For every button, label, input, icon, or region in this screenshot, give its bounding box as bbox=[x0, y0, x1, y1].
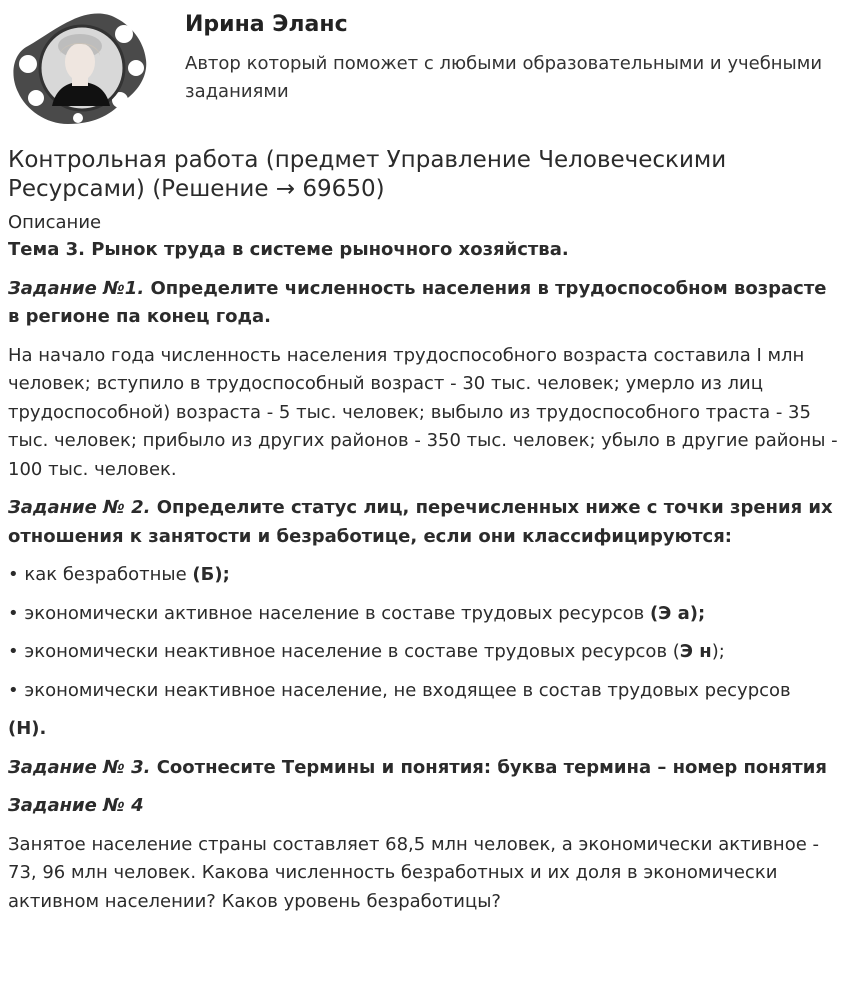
item-text: • экономически неактивное население в составе трудовых ресурсов ( bbox=[8, 641, 680, 662]
task4-body: Занятое население страны составляет 68,5 млн человек, а экономически активное - 73, 96 млн человек. Какова численность безработных и их доля в экономически активном населении? Каков уровень безработицы? bbox=[8, 833, 819, 912]
task2-item-3 bbox=[8, 677, 840, 706]
task1-body: На начало года численность населения трудоспособного возраста составила I млн человек; вступило в трудоспособный возраст - 30 тыс. человек; умерло из лиц трудоспособной) возраста - 5 тыс. человек; выбыло из трудоспособного траста - 35 тыс. человек; прибыло из других районов - 350 тыс. человек; убыло в другие районы - 100 тыс. человек. bbox=[8, 344, 838, 480]
task2-heading-text: Определите статус лиц, перечисленных ниже с точки зрения их отношения к занятости и безработице, если они классифицируются: bbox=[8, 497, 833, 547]
task1-heading bbox=[8, 275, 840, 332]
task2-last-code: (Н). bbox=[8, 718, 47, 739]
task3-heading-text: Соотнесите Термины и понятия: буква термина – номер понятия bbox=[150, 756, 827, 778]
task2-item-0 bbox=[8, 561, 840, 590]
item-code: (Б); bbox=[192, 564, 230, 585]
item-tail: ); bbox=[711, 641, 725, 662]
task4-label: Задание № 4 bbox=[8, 795, 144, 816]
author-description: Автор который поможет с любыми образовательными и учебными заданиями bbox=[185, 53, 823, 102]
task2-label: Задание № 2. bbox=[8, 497, 151, 518]
task4-heading bbox=[8, 792, 840, 821]
task3-label: Задание № 3. bbox=[8, 756, 151, 778]
page-title: Контрольная работа (предмет Управление Человеческими Ресурсами) (Решение → 69650) bbox=[8, 147, 727, 202]
document-content bbox=[8, 146, 840, 916]
item-text: • как безработные bbox=[8, 564, 193, 585]
task3-heading bbox=[8, 754, 840, 783]
task2-item-2 bbox=[8, 638, 840, 667]
task1-label: Задание №1. bbox=[8, 277, 145, 299]
item-code: (Э а); bbox=[649, 602, 706, 624]
author-header bbox=[0, 0, 847, 135]
item-text: • экономически активное население в составе трудовых ресурсов bbox=[8, 602, 650, 624]
item-text: • экономически неактивное население, не входящее в состав трудовых ресурсов bbox=[8, 679, 791, 701]
description-label: Описание bbox=[8, 212, 102, 233]
author-name[interactable]: Ирина Эланс bbox=[185, 12, 348, 37]
film-reel-avatar-icon bbox=[6, 6, 152, 128]
item-code: Э н bbox=[679, 641, 712, 662]
task1-heading-text: Определите численность населения в трудоспособном возрасте в регионе па конец года. bbox=[8, 277, 827, 327]
task2-heading bbox=[8, 494, 840, 551]
task2-item-1 bbox=[8, 600, 840, 629]
avatar[interactable] bbox=[6, 6, 152, 128]
topic-heading: Тема 3. Рынок труда в системе рыночного хозяйства. bbox=[8, 239, 569, 260]
